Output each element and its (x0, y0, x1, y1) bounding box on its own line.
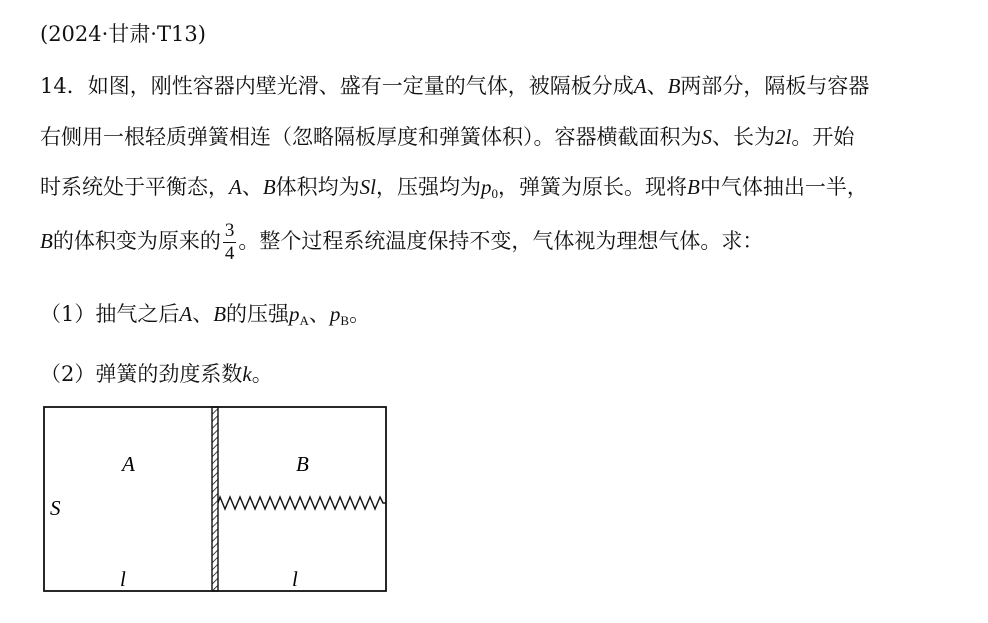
text: 、 (192, 302, 214, 326)
p: p (329, 302, 341, 326)
var-b: B (40, 229, 53, 253)
text: ，压强均为 (376, 175, 481, 199)
var-pb (330, 302, 349, 326)
text: 。 (349, 302, 371, 326)
text: 。 (251, 362, 273, 386)
p: p (289, 302, 300, 326)
subscript: B (340, 313, 350, 328)
var-2l: 2l (775, 125, 792, 149)
label-l-right: l (292, 567, 298, 591)
var-b: B (667, 74, 681, 98)
fraction-numerator: 3 (224, 220, 235, 241)
var-a: A (633, 74, 647, 98)
text: 、 (646, 74, 668, 98)
source-header: (2024·甘肃·T13) (40, 22, 206, 46)
text: 右侧用一根轻质弹簧相连（忽略隔板厚度和弹簧体积）。容器横截面积为 (40, 125, 702, 149)
var-p0 (481, 175, 498, 199)
text: 的体积变为原来的 (52, 229, 221, 253)
text: 时系统处于平衡态， (40, 175, 229, 199)
text: 、 (308, 302, 330, 326)
fraction (223, 220, 237, 265)
text: 14．如图，刚性容器内壁光滑、盛有一定量的气体，被隔板分成 (40, 74, 634, 98)
problem-line-4 (40, 220, 763, 265)
var-a: A (179, 302, 193, 326)
text: （2）弹簧的劲度系数 (40, 362, 243, 386)
var-b: B (262, 175, 276, 199)
label-l-left: l (120, 567, 126, 591)
fraction-denominator: 4 (224, 243, 235, 264)
p: p (481, 175, 492, 199)
var-pa (289, 302, 309, 326)
text: 中气体抽出一半， (699, 175, 868, 199)
question-1 (40, 304, 370, 327)
var-sl: Sl (359, 175, 376, 199)
label-b: B (296, 452, 309, 476)
problem-line-3 (40, 177, 868, 200)
problem-line-2 (40, 127, 854, 148)
label-s: S (50, 496, 61, 520)
var-a: A (229, 175, 242, 199)
problem-line-1 (40, 76, 869, 97)
label-a: A (122, 452, 135, 476)
text: 。整个过程系统温度保持不变，气体视为理想气体。求： (238, 229, 764, 253)
text: ，弹簧为原长。现将 (498, 175, 687, 199)
var-s: S (701, 125, 712, 149)
partition (212, 407, 218, 591)
question-2 (40, 364, 273, 385)
text: （1）抽气之后 (40, 302, 180, 326)
var-b: B (687, 175, 700, 199)
subscript: A (299, 313, 309, 328)
var-b: B (213, 302, 227, 326)
text: 。开始 (791, 125, 855, 149)
var-k: k (242, 362, 252, 386)
text: 体积均为 (275, 175, 360, 199)
text: 的压强 (226, 302, 290, 326)
text: 、 (241, 175, 263, 199)
text: 两部分，隔板与容器 (680, 74, 870, 98)
spring (218, 497, 386, 509)
container-diagram (40, 402, 390, 597)
subscript: 0 (491, 186, 498, 201)
text: 、长为 (712, 125, 775, 149)
